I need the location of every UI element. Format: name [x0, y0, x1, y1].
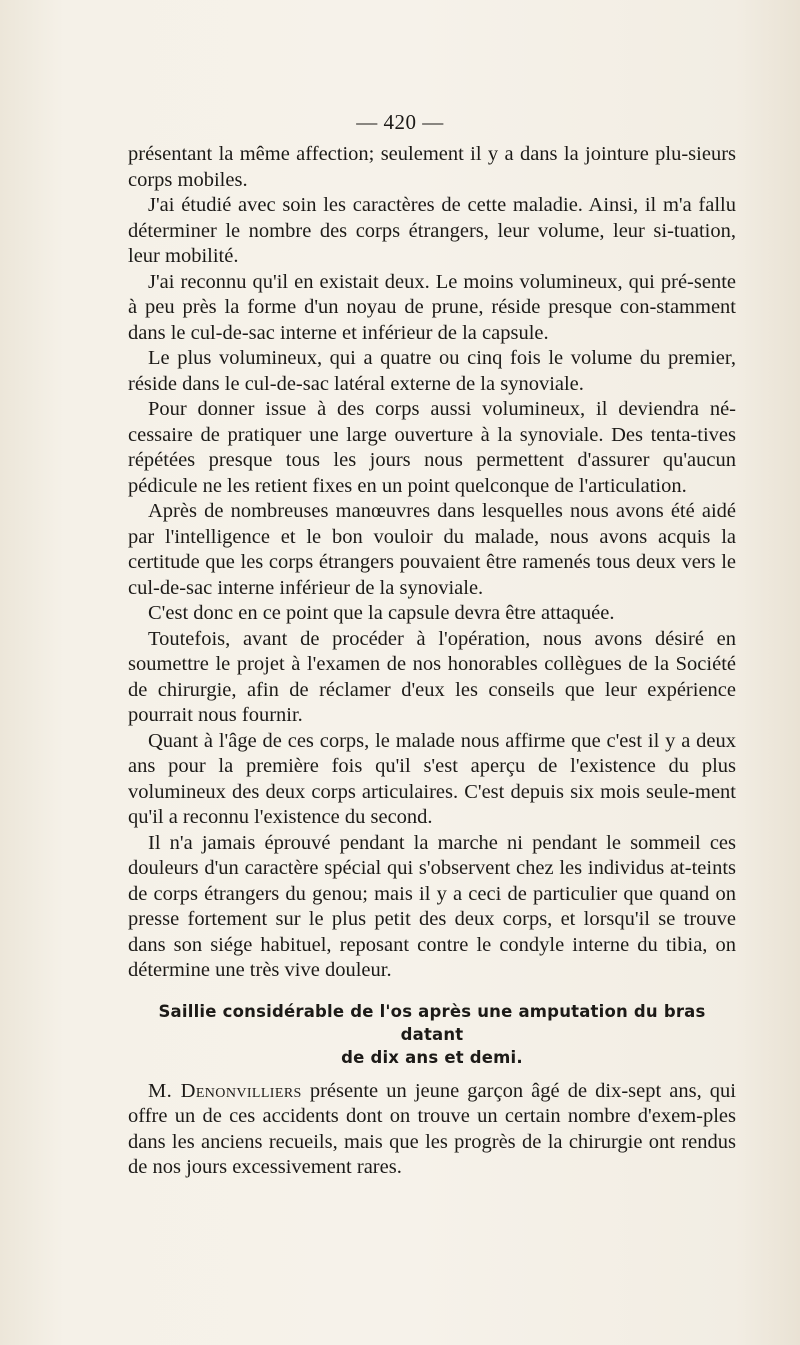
paragraph-larger-body: Le plus volumineux, qui a quatre ou cinq fois le volume du premier, réside dans le cul-de-sac latéral externe de la synoviale. [128, 347, 736, 395]
paragraph-denonvilliers [128, 1079, 736, 1181]
paragraph-pain: Il n'a jamais éprouvé pendant la marche ni pendant le sommeil ces douleurs d'un caractère spécial qui s'observent chez les individus at-teints de corps étrangers du genou; mais il y a ceci de particulier que quand on presse fortement sur le plus petit des deux corps, et lorsqu'il se trouve dans son siége habituel, reposant contre le condyle interne du tibia, on détermine une très vive douleur. [128, 831, 736, 981]
section-heading-line-2: de dix ans et demi. [341, 1047, 523, 1067]
page-number: — 420 — [356, 110, 444, 134]
page-body [128, 142, 736, 1181]
author-name: M. Denonvilliers [148, 1079, 302, 1102]
section-heading-line-1: Saillie considérable de l'os après une amputation du bras datant [158, 1001, 706, 1044]
paragraph-incision: Pour donner issue à des corps aussi volumineux, il deviendra né-cessaire de pratiquer une large ouverture à la synoviale. Des tenta-tives répétées presque tous les jours nous permettent d'assurer qu'aucun pédicule ne les retient fixes en un point quelconque de l'articulation. [128, 398, 736, 497]
paragraph-two-bodies: J'ai reconnu qu'il en existait deux. Le moins volumineux, qui pré-sente à peu près la forme d'un noyau de prune, réside presque con-stamment dans le cul-de-sac interne et inférieur de la capsule. [128, 270, 736, 344]
paragraph-society: Toutefois, avant de procéder à l'opération, nous avons désiré en soumettre le projet à l'examen de nos honorables collègues de la Société de chirurgie, afin de réclamer d'eux les conseils que leur expérience pourrait nous fournir. [128, 627, 736, 726]
paragraph-age: Quant à l'âge de ces corps, le malade nous affirme que c'est il y a deux ans pour la première fois qu'il s'est aperçu de l'existence du plus volumineux des deux corps articulaires. C'est depuis six mois seule-ment qu'il a reconnu l'existence du second. [128, 729, 736, 828]
paragraph-continuation: présentant la même affection; seulement il y a dans la jointure plu-sieurs corps mobiles. [128, 143, 736, 191]
paragraph-manoeuvres: Après de nombreuses manœuvres dans lesquelles nous avons été aidé par l'intelligence et le bon vouloir du malade, nous avons acquis la certitude que les corps étrangers pouvaient être ramenés tous deux vers le cul-de-sac interne inférieur de la synoviale. [128, 500, 736, 599]
paragraph-denonvilliers-text: présente un jeune garçon âgé de dix-sept ans, qui offre un de ces accidents dont on trouve un certain nombre d'exem-ples dans les anciens recueils, mais que les progrès de la chirurgie ont rendus de nos jours excessivement rares. [128, 1079, 737, 1178]
paragraph-study: J'ai étudié avec soin les caractères de cette maladie. Ainsi, il m'a fallu déterminer le nombre des corps étrangers, leur volume, leur si-tuation, leur mobilité. [128, 194, 736, 267]
paragraph-capsule: C'est donc en ce point que la capsule devra être attaquée. [148, 602, 615, 624]
section-heading [128, 1000, 736, 1069]
